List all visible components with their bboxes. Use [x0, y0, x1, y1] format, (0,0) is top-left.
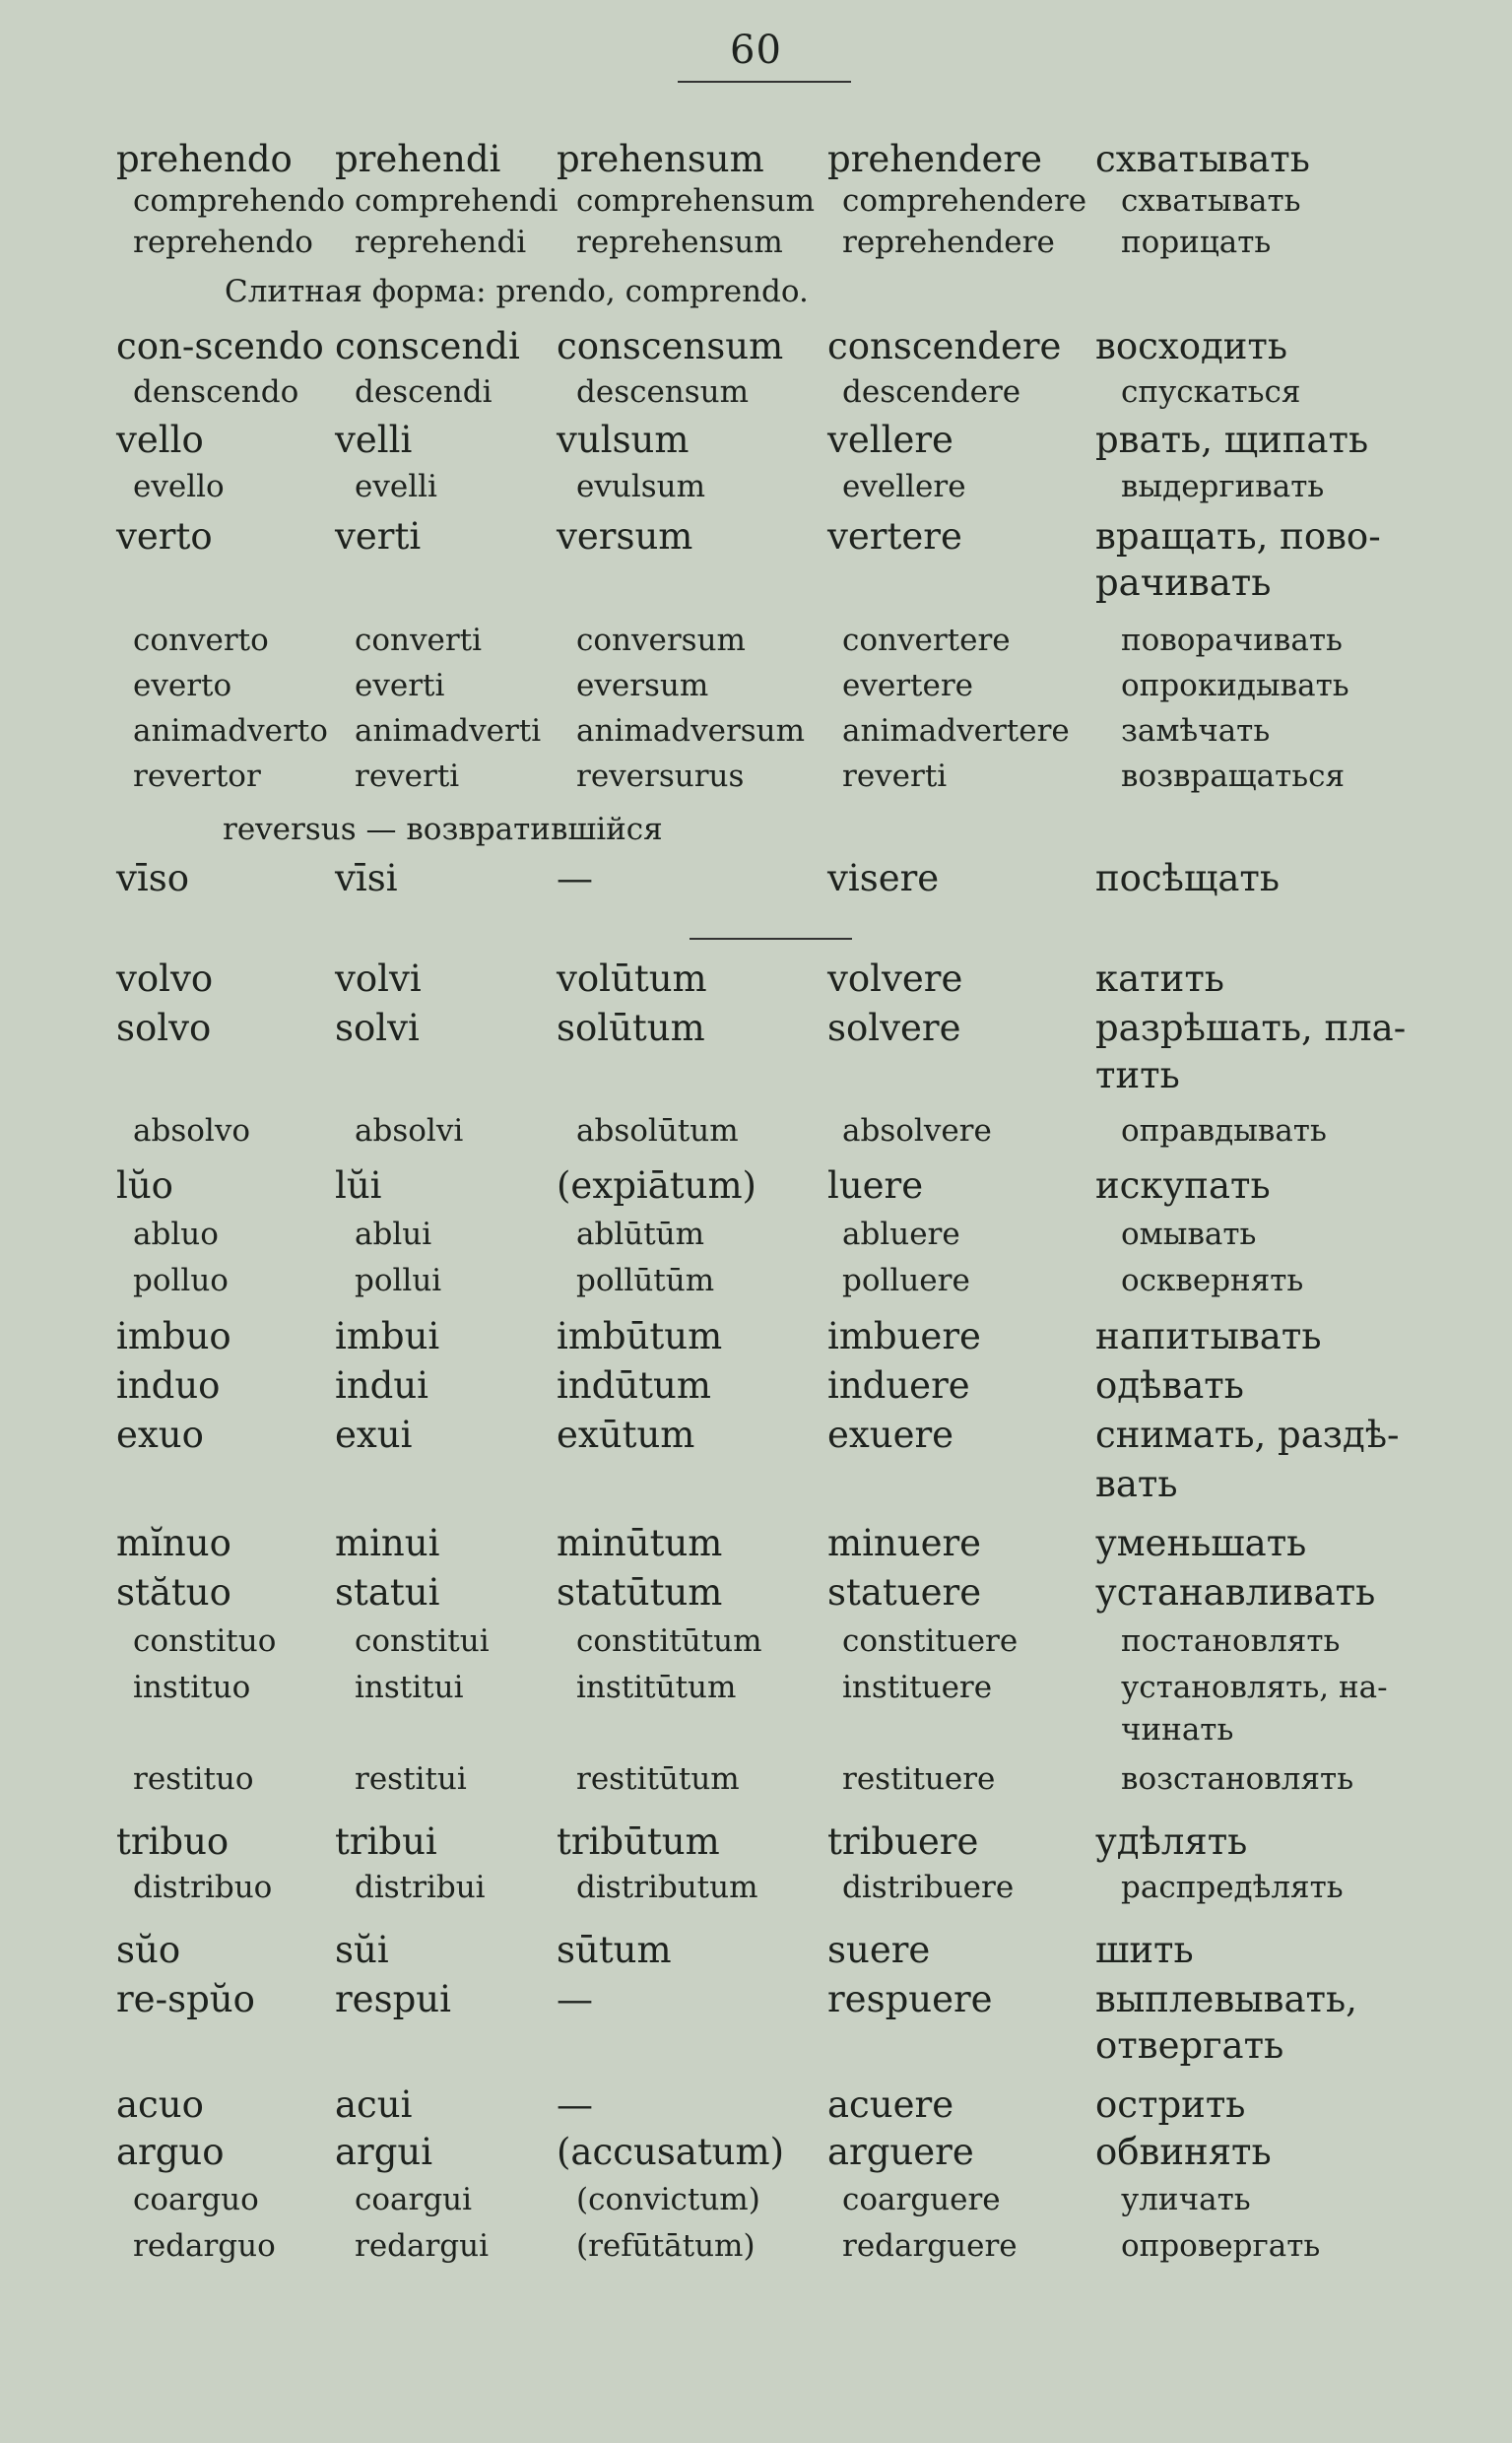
perfect-cell: descendi — [355, 374, 493, 410]
table-row — [0, 1820, 1512, 1870]
present-cell: solvo — [116, 1007, 212, 1049]
table-row — [0, 668, 1512, 717]
translation-cell: тить — [1095, 1054, 1180, 1096]
infinitive-cell: reprehendere — [842, 225, 1055, 260]
supine-cell: ablūtūm — [576, 1217, 705, 1252]
infinitive-cell: statuere — [827, 1571, 982, 1614]
infinitive-cell: convertere — [842, 623, 1011, 658]
perfect-cell: lŭi — [335, 1164, 382, 1207]
supine-cell: — — [557, 1978, 593, 2020]
translation-cell: разрѣшать, пла- — [1095, 1007, 1407, 1049]
present-cell: vīso — [116, 857, 189, 899]
section-separator — [690, 938, 852, 940]
supine-cell: (expiātum) — [557, 1164, 756, 1207]
supine-cell: animadversum — [576, 713, 806, 749]
infinitive-cell: solvere — [827, 1007, 961, 1049]
note-contracted-form: Слитная форма: prendo, comprendo. — [225, 274, 809, 309]
present-cell: evello — [133, 469, 225, 504]
present-cell: acuo — [116, 2083, 204, 2126]
supine-cell: institūtum — [576, 1670, 737, 1705]
perfect-cell: constitui — [355, 1623, 490, 1659]
perfect-cell: reprehendi — [355, 225, 527, 260]
table-row — [0, 2024, 1512, 2074]
present-cell: lŭo — [116, 1164, 173, 1207]
table-row — [0, 1712, 1512, 1761]
translation-cell: осквернять — [1121, 1263, 1304, 1298]
present-cell: converto — [133, 623, 269, 658]
infinitive-cell: respuere — [827, 1978, 993, 2020]
translation-cell: опрокидывать — [1121, 668, 1349, 703]
translation-cell: выдергивать — [1121, 469, 1325, 504]
perfect-cell: absolvi — [355, 1113, 464, 1149]
supine-cell: versum — [557, 515, 693, 558]
table-row — [0, 1113, 1512, 1162]
table-row — [0, 325, 1512, 374]
supine-cell: — — [557, 857, 593, 899]
translation-cell: опровергать — [1121, 2228, 1321, 2264]
infinitive-cell: redarguere — [842, 2228, 1018, 2264]
table-row — [0, 2083, 1512, 2133]
perfect-cell: solvi — [335, 1007, 420, 1049]
translation-cell: постановлять — [1121, 1623, 1341, 1659]
infinitive-cell: distribuere — [842, 1870, 1015, 1905]
supine-cell: prehensum — [557, 138, 764, 180]
translation-cell: порицать — [1121, 225, 1272, 260]
infinitive-cell: absolvere — [842, 1113, 992, 1149]
table-row — [0, 1054, 1512, 1103]
supine-cell: restitūtum — [576, 1761, 740, 1797]
present-cell: volvo — [116, 957, 214, 1000]
present-cell: everto — [133, 668, 232, 703]
infinitive-cell: prehendere — [827, 138, 1042, 180]
supine-cell: sūtum — [557, 1929, 672, 1971]
infinitive-cell: reverti — [842, 759, 948, 794]
supine-cell: comprehensum — [576, 183, 815, 219]
supine-cell: vulsum — [557, 419, 690, 461]
infinitive-cell: visere — [827, 857, 940, 899]
table-row — [0, 1522, 1512, 1571]
translation-cell: установлять, на- — [1121, 1670, 1388, 1705]
perfect-cell: indui — [335, 1364, 429, 1407]
supine-cell: tribūtum — [557, 1820, 720, 1863]
infinitive-cell: restituere — [842, 1761, 996, 1797]
supine-cell: distributum — [576, 1870, 758, 1905]
table-row — [0, 1164, 1512, 1214]
table-row — [0, 1263, 1512, 1312]
translation-cell: обвинять — [1095, 2131, 1272, 2173]
table-row — [0, 1007, 1512, 1056]
translation-cell: устанавливать — [1095, 1571, 1376, 1614]
translation-cell: искупать — [1095, 1164, 1271, 1207]
infinitive-cell: vellere — [827, 419, 953, 461]
infinitive-cell: imbuere — [827, 1315, 981, 1357]
supine-cell: evulsum — [576, 469, 706, 504]
table-row — [0, 1870, 1512, 1919]
supine-cell: constitūtum — [576, 1623, 762, 1659]
perfect-cell: evelli — [355, 469, 437, 504]
infinitive-cell: comprehendere — [842, 183, 1087, 219]
supine-cell: (convictum) — [576, 2182, 760, 2217]
translation-cell: оправдывать — [1121, 1113, 1327, 1149]
translation-cell: вать — [1095, 1463, 1178, 1505]
present-cell: prehendo — [116, 138, 293, 180]
table-row — [0, 469, 1512, 518]
table-row — [0, 138, 1512, 187]
translation-cell: спускаться — [1121, 374, 1301, 410]
translation-cell: схватывать — [1121, 183, 1301, 219]
perfect-cell: imbui — [335, 1315, 440, 1357]
supine-cell: solūtum — [557, 1007, 705, 1049]
translation-cell: возстановлять — [1121, 1761, 1354, 1797]
perfect-cell: ablui — [355, 1217, 432, 1252]
translation-cell: острить — [1095, 2083, 1246, 2126]
infinitive-cell: exuere — [827, 1414, 954, 1456]
present-cell: absolvo — [133, 1113, 250, 1149]
translation-cell: шить — [1095, 1929, 1194, 1971]
infinitive-cell: arguere — [827, 2131, 974, 2173]
supine-cell: absolūtum — [576, 1113, 739, 1149]
perfect-cell: minui — [335, 1522, 440, 1564]
translation-cell: напитывать — [1095, 1315, 1322, 1357]
table-row — [0, 1978, 1512, 2027]
present-cell: exuo — [116, 1414, 204, 1456]
supine-cell: descensum — [576, 374, 750, 410]
supine-cell: imbūtum — [557, 1315, 723, 1357]
translation-cell: удѣлять — [1095, 1820, 1248, 1863]
table-row — [0, 561, 1512, 611]
perfect-cell: animadverti — [355, 713, 542, 749]
perfect-cell: pollui — [355, 1263, 442, 1298]
table-row — [0, 1364, 1512, 1414]
translation-cell: посѣщать — [1095, 857, 1281, 899]
present-cell: coarguo — [133, 2182, 259, 2217]
translation-cell: рвать, щипать — [1095, 419, 1369, 461]
present-cell: comprehendo — [133, 183, 346, 219]
present-cell: mĭnuo — [116, 1522, 231, 1564]
table-row — [0, 2228, 1512, 2278]
supine-cell: eversum — [576, 668, 709, 703]
translation-cell: отвергать — [1095, 2024, 1284, 2067]
translation-cell: катить — [1095, 957, 1224, 1000]
table-row — [0, 1414, 1512, 1463]
perfect-cell: acui — [335, 2083, 413, 2126]
infinitive-cell: tribuere — [827, 1820, 979, 1863]
infinitive-cell: suere — [827, 1929, 931, 1971]
translation-cell: вращать, пово- — [1095, 515, 1381, 558]
supine-cell: (accusatum) — [557, 2131, 785, 2173]
table-row — [0, 1315, 1512, 1364]
translation-cell: рачивать — [1095, 561, 1272, 604]
perfect-cell: tribui — [335, 1820, 437, 1863]
infinitive-cell: conscendere — [827, 325, 1062, 367]
present-cell: arguo — [116, 2131, 225, 2173]
infinitive-cell: vertere — [827, 515, 962, 558]
supine-cell: reversurus — [576, 759, 745, 794]
supine-cell: pollūtūm — [576, 1263, 715, 1298]
infinitive-cell: luere — [827, 1164, 924, 1207]
table-row — [0, 759, 1512, 808]
present-cell: vello — [116, 419, 204, 461]
present-cell: con-scendo — [116, 325, 324, 367]
table-row — [0, 1929, 1512, 1978]
table-row — [0, 623, 1512, 672]
perfect-cell: sŭi — [335, 1929, 389, 1971]
infinitive-cell: induere — [827, 1364, 970, 1407]
perfect-cell: restitui — [355, 1761, 467, 1797]
perfect-cell: distribui — [355, 1870, 486, 1905]
supine-cell: exūtum — [557, 1414, 695, 1456]
present-cell: restituo — [133, 1761, 254, 1797]
present-cell: sŭo — [116, 1929, 181, 1971]
table-row — [0, 1463, 1512, 1512]
perfect-cell: converti — [355, 623, 483, 658]
translation-cell: уличать — [1121, 2182, 1251, 2217]
infinitive-cell: animadvertere — [842, 713, 1070, 749]
infinitive-cell: polluere — [842, 1263, 970, 1298]
present-cell: animadverto — [133, 713, 328, 749]
present-cell: instituo — [133, 1670, 251, 1705]
perfect-cell: coargui — [355, 2182, 473, 2217]
perfect-cell: reverti — [355, 759, 460, 794]
table-row — [0, 957, 1512, 1007]
present-cell: polluo — [133, 1263, 229, 1298]
table-row — [0, 374, 1512, 424]
page-number-rule — [678, 81, 851, 83]
table-row — [0, 2182, 1512, 2231]
present-cell: stătuo — [116, 1571, 231, 1614]
supine-cell: volūtum — [557, 957, 707, 1000]
translation-cell: снимать, раздѣ- — [1095, 1414, 1400, 1456]
present-cell: verto — [116, 515, 213, 558]
translation-cell: одѣвать — [1095, 1364, 1244, 1407]
infinitive-cell: acuere — [827, 2083, 954, 2126]
supine-cell: (refūtātum) — [576, 2228, 756, 2264]
present-cell: constituo — [133, 1623, 277, 1659]
infinitive-cell: evertere — [842, 668, 973, 703]
perfect-cell: respui — [335, 1978, 451, 2020]
infinitive-cell: descendere — [842, 374, 1021, 410]
present-cell: distribuo — [133, 1870, 273, 1905]
perfect-cell: statui — [335, 1571, 440, 1614]
page-number: 60 — [730, 28, 782, 73]
table-row — [0, 1761, 1512, 1811]
perfect-cell: everti — [355, 668, 445, 703]
table-row — [0, 2131, 1512, 2180]
present-cell: redarguo — [133, 2228, 276, 2264]
table-row — [0, 1217, 1512, 1266]
infinitive-cell: evellere — [842, 469, 966, 504]
perfect-cell: comprehendi — [355, 183, 559, 219]
translation-cell: омывать — [1121, 1217, 1257, 1252]
translation-cell: замѣчать — [1121, 713, 1271, 749]
perfect-cell: prehendi — [335, 138, 501, 180]
supine-cell: indūtum — [557, 1364, 711, 1407]
present-cell: induo — [116, 1364, 221, 1407]
supine-cell: statūtum — [557, 1571, 723, 1614]
perfect-cell: argui — [335, 2131, 433, 2173]
present-cell: revertor — [133, 759, 261, 794]
perfect-cell: vīsi — [335, 857, 398, 899]
infinitive-cell: volvere — [827, 957, 963, 1000]
table-row — [0, 713, 1512, 762]
translation-cell: распредѣлять — [1121, 1870, 1344, 1905]
infinitive-cell: constituere — [842, 1623, 1019, 1659]
present-cell: re-spŭo — [116, 1978, 255, 2020]
translation-cell: уменьшать — [1095, 1522, 1307, 1564]
perfect-cell: redargui — [355, 2228, 490, 2264]
present-cell: imbuo — [116, 1315, 231, 1357]
perfect-cell: velli — [335, 419, 413, 461]
translation-cell: восходить — [1095, 325, 1288, 367]
table-row — [0, 1623, 1512, 1673]
translation-cell: выплевывать, — [1095, 1978, 1357, 2020]
perfect-cell: institui — [355, 1670, 464, 1705]
table-row — [0, 1571, 1512, 1620]
present-cell: reprehendo — [133, 225, 313, 260]
supine-cell: minūtum — [557, 1522, 723, 1564]
table-row — [0, 515, 1512, 564]
present-cell: denscendo — [133, 374, 299, 410]
table-row — [0, 419, 1512, 468]
infinitive-cell: coarguere — [842, 2182, 1001, 2217]
perfect-cell: volvi — [335, 957, 422, 1000]
table-row — [0, 225, 1512, 274]
translation-cell: чинать — [1121, 1712, 1234, 1748]
infinitive-cell: abluere — [842, 1217, 960, 1252]
translation-cell: схватывать — [1095, 138, 1310, 180]
infinitive-cell: minuere — [827, 1522, 982, 1564]
perfect-cell: exui — [335, 1414, 413, 1456]
supine-cell: reprehensum — [576, 225, 783, 260]
supine-cell: conversum — [576, 623, 746, 658]
perfect-cell: conscendi — [335, 325, 520, 367]
note-reversus: reversus — возвратившійся — [223, 812, 663, 847]
present-cell: tribuo — [116, 1820, 230, 1863]
translation-cell: поворачивать — [1121, 623, 1343, 658]
table-row — [0, 857, 1512, 906]
perfect-cell: verti — [335, 515, 422, 558]
translation-cell: возвращаться — [1121, 759, 1346, 794]
infinitive-cell: instituere — [842, 1670, 993, 1705]
present-cell: abluo — [133, 1217, 219, 1252]
supine-cell: — — [557, 2083, 593, 2126]
supine-cell: conscensum — [557, 325, 784, 367]
